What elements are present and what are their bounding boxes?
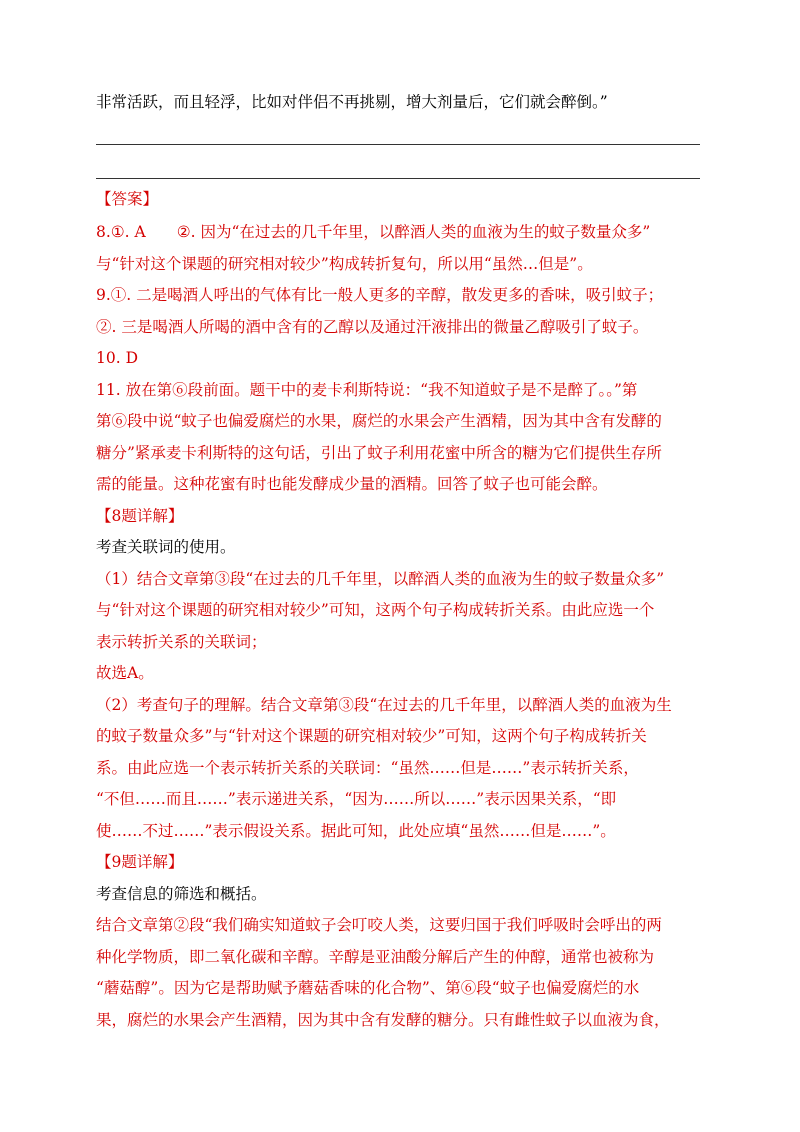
q9-line: 考查信息的筛选和概括。 <box>96 885 267 903</box>
q8-line: 的蚊子数量众多”与“针对这个课题的研究相对较少”可知，这两个句子构成转折关 <box>96 727 647 745</box>
q8-line: 故选A。 <box>96 664 154 682</box>
answer-heading: 【答案】 <box>96 190 159 208</box>
answer-line: 10. D <box>96 349 139 367</box>
answer-rule-1 <box>96 144 700 145</box>
q8-heading: 【8题详解】 <box>96 507 184 525</box>
answer-line: 11. 放在第⑥段前面。题干中的麦卡利斯特说：“我不知道蚊子是不是醉了。。”第 <box>96 381 638 399</box>
q8-line: “不但……而且……”表示递进关系，“因为……所以……”表示因果关系，“即 <box>96 790 617 808</box>
answer-rule-2 <box>96 178 700 179</box>
q8-line: 考查关联词的使用。 <box>96 538 236 556</box>
answer-line: 8.①. A ②. 因为“在过去的几千年里，以醉酒人类的血液为生的蚊子数量众多” <box>96 223 651 241</box>
answer-line: 9.①. 二是喝酒人呼出的气体有比一般人更多的辛醇，散发更多的香味，吸引蚊子； <box>96 286 664 304</box>
answer-line: 第⑥段中说“蚊子也偏爱腐烂的水果，腐烂的水果会产生酒精，因为其中含有发酵的 <box>96 412 662 430</box>
q8-line: 系。由此应选一个表示转折关系的关联词：“虽然……但是……”表示转折关系， <box>96 759 639 777</box>
answer-line: ②. 三是喝酒人所喝的酒中含有的乙醇以及通过汗液排出的微量乙醇吸引了蚊子。 <box>96 318 649 336</box>
q8-line: 表示转折关系的关联词； <box>96 633 267 651</box>
q8-line: 与“针对这个课题的研究相对较少”可知，这两个句子构成转折关系。由此应选一个 <box>96 601 655 619</box>
q9-line: 果，腐烂的水果会产生酒精，因为其中含有发酵的糖分。只有雌性蚊子以血液为食， <box>96 1011 670 1029</box>
q9-line: 结合文章第②段“我们确实知道蚊子会叮咬人类，这要归国于我们呼吸时会呼出的两 <box>96 916 662 934</box>
q9-heading: 【9题详解】 <box>96 853 184 871</box>
intro-line: 非常活跃，而且轻浮，比如对伴侣不再挑剔，增大剂量后，它们就会醉倒。” <box>96 93 608 111</box>
answer-line: 与“针对这个课题的研究相对较少”构成转折复句，所以用“虽然…但是”。 <box>96 255 593 273</box>
q8-line: （2）考查句子的理解。结合文章第③段“在过去的几千年里，以醉酒人类的血液为生 <box>96 696 672 714</box>
q8-line: （1）结合文章第③段“在过去的几千年里，以醉酒人类的血液为生的蚊子数量众多” <box>96 570 665 588</box>
q9-line: “蘑菇醇”。因为它是帮助赋予蘑菇香味的化合物”、第⑥段“蚊子也偏爱腐烂的水 <box>96 979 640 997</box>
q8-line: 使……不过……”表示假设关系。据此可知，此处应填“虽然……但是……”。 <box>96 822 616 840</box>
q9-line: 种化学物质，即二氧化碳和辛醇。辛醇是亚油酸分解后产生的仲醇，通常也被称为 <box>96 948 655 966</box>
answer-line: 糖分”紧承麦卡利斯特的这句话，引出了蚊子利用花蜜中所含的糖为它们提供生存所 <box>96 444 662 462</box>
answer-line: 需的能量。这种花蜜有时也能发酵成少量的酒精。回答了蚊子也可能会醉。 <box>96 475 608 493</box>
